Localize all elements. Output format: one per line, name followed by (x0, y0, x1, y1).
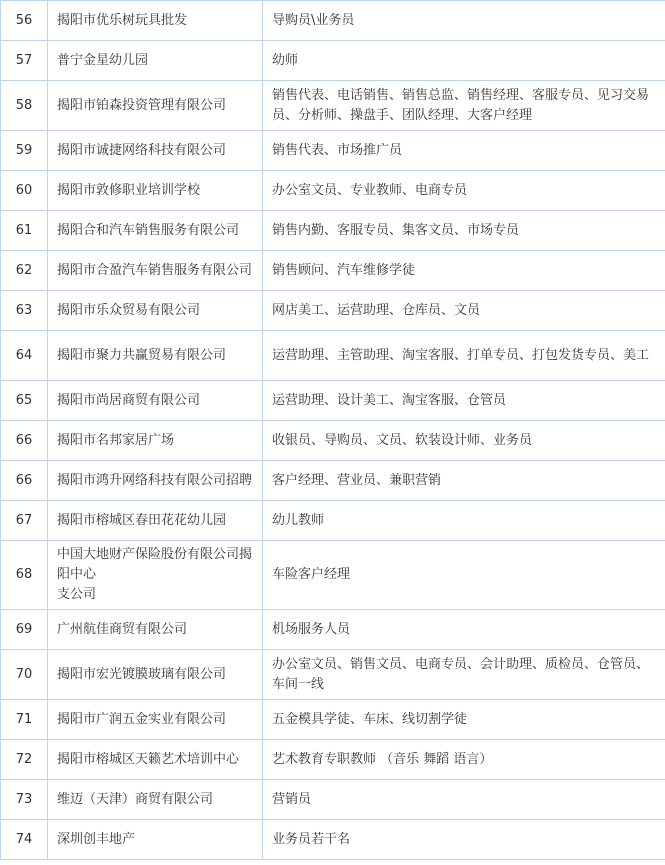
company-name: 揭阳市名邦家居广场 (48, 421, 263, 461)
table-row (1, 381, 665, 421)
table-row (1, 1, 665, 41)
company-name: 揭阳市榕城区天籁艺术培训中心 (48, 740, 263, 780)
job-positions: 销售顾问、汽车维修学徒 (263, 251, 665, 291)
company-name: 揭阳市铂森投资管理有限公司 (48, 81, 263, 131)
table-row (1, 780, 665, 820)
table-row (1, 331, 665, 381)
job-positions: 销售代表、电话销售、销售总监、销售经理、客服专员、见习交易员、分析师、操盘手、团队经理、大客户经理 (263, 81, 665, 131)
table-row (1, 740, 665, 780)
row-number: 64 (1, 331, 48, 381)
company-name: 普宁金星幼儿园 (48, 41, 263, 81)
company-name: 揭阳市鸿升网络科技有限公司招聘 (48, 461, 263, 501)
company-name: 揭阳市宏光镀膜玻璃有限公司 (48, 650, 263, 700)
company-name: 揭阳市敦修职业培训学校 (48, 171, 263, 211)
table-row (1, 610, 665, 650)
job-positions: 艺术教育专职教师 （音乐 舞蹈 语言） (263, 740, 665, 780)
job-positions: 运营助理、设计美工、淘宝客服、仓管员 (263, 381, 665, 421)
job-positions: 销售内勤、客服专员、集客文员、市场专员 (263, 211, 665, 251)
job-positions: 幼儿教师 (263, 501, 665, 541)
company-name: 中国大地财产保险股份有限公司揭阳中心 支公司 (48, 541, 263, 610)
row-number: 67 (1, 501, 48, 541)
job-positions: 网店美工、运营助理、仓库员、文员 (263, 291, 665, 331)
company-name: 揭阳市优乐树玩具批发 (48, 1, 263, 41)
job-positions: 办公室文员、专业教师、电商专员 (263, 171, 665, 211)
row-number: 61 (1, 211, 48, 251)
company-name: 维迈（天津）商贸有限公司 (48, 780, 263, 820)
table-row (1, 461, 665, 501)
company-name: 揭阳市尚居商贸有限公司 (48, 381, 263, 421)
job-positions: 幼师 (263, 41, 665, 81)
job-positions: 机场服务人员 (263, 610, 665, 650)
job-positions: 运营助理、主管助理、淘宝客服、打单专员、打包发货专员、美工 (263, 331, 665, 381)
row-number: 59 (1, 131, 48, 171)
company-name: 深圳创丰地产 (48, 820, 263, 860)
table-row (1, 41, 665, 81)
row-number: 73 (1, 780, 48, 820)
table-row (1, 171, 665, 211)
job-positions: 车险客户经理 (263, 541, 665, 610)
job-positions: 客户经理、营业员、兼职营销 (263, 461, 665, 501)
row-number: 72 (1, 740, 48, 780)
row-number: 71 (1, 700, 48, 740)
table-row (1, 251, 665, 291)
table-row (1, 501, 665, 541)
job-positions: 业务员若干名 (263, 820, 665, 860)
job-positions: 办公室文员、销售文员、电商专员、会计助理、质检员、仓管员、车间一线 (263, 650, 665, 700)
table-row (1, 291, 665, 331)
job-positions: 销售代表、市场推广员 (263, 131, 665, 171)
job-positions: 营销员 (263, 780, 665, 820)
company-name: 揭阳市聚力共赢贸易有限公司 (48, 331, 263, 381)
row-number: 60 (1, 171, 48, 211)
row-number: 65 (1, 381, 48, 421)
company-name: 广州航佳商贸有限公司 (48, 610, 263, 650)
table-row (1, 211, 665, 251)
row-number: 70 (1, 650, 48, 700)
company-name: 揭阳市榕城区春田花花幼儿园 (48, 501, 263, 541)
job-positions: 五金模具学徒、车床、线切割学徒 (263, 700, 665, 740)
company-name: 揭阳合和汽车销售服务有限公司 (48, 211, 263, 251)
row-number: 66 (1, 421, 48, 461)
row-number: 74 (1, 820, 48, 860)
row-number: 57 (1, 41, 48, 81)
table-row (1, 541, 665, 610)
company-name: 揭阳市广润五金实业有限公司 (48, 700, 263, 740)
table-row (1, 421, 665, 461)
table-row (1, 81, 665, 131)
company-name: 揭阳市合盈汽车销售服务有限公司 (48, 251, 263, 291)
row-number: 56 (1, 1, 48, 41)
table-row (1, 700, 665, 740)
table-row (1, 650, 665, 700)
company-name: 揭阳市乐众贸易有限公司 (48, 291, 263, 331)
job-positions: 导购员\业务员 (263, 1, 665, 41)
job-positions: 收银员、导购员、文员、软装设计师、业务员 (263, 421, 665, 461)
row-number: 63 (1, 291, 48, 331)
row-number: 58 (1, 81, 48, 131)
table-row (1, 131, 665, 171)
table-row (1, 820, 665, 860)
row-number: 62 (1, 251, 48, 291)
company-name: 揭阳市诚捷网络科技有限公司 (48, 131, 263, 171)
row-number: 66 (1, 461, 48, 501)
row-number: 69 (1, 610, 48, 650)
row-number: 68 (1, 541, 48, 610)
